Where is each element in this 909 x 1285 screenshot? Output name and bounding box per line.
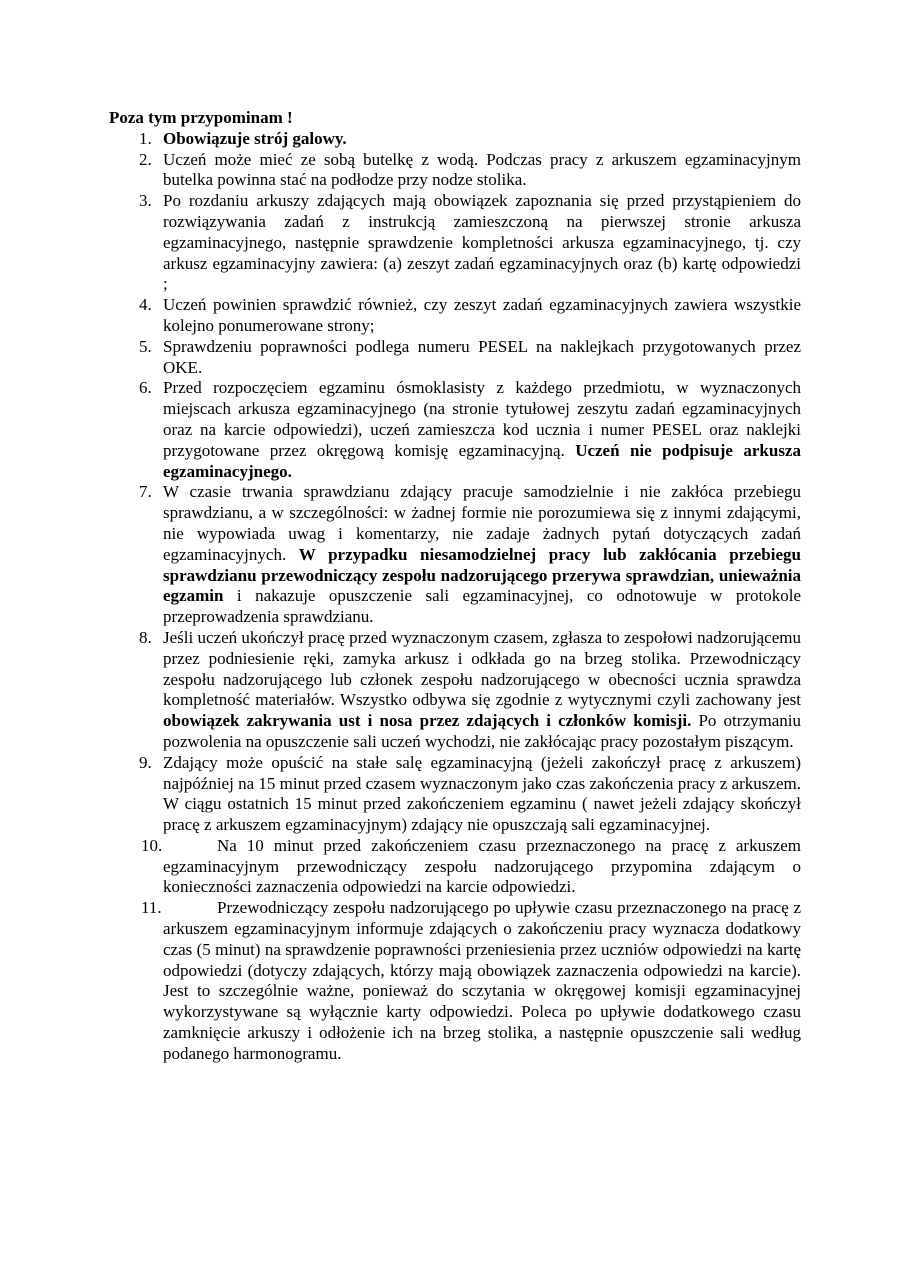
- rule-number: 8.: [139, 627, 152, 647]
- rule-text-bold: W przypadku niesamodzielnej pracy lub zakłócania przebiegu sprawdzianu przewodniczący zespołu nadzorującego przerywa sprawdzian, unieważnia egzamin: [163, 544, 801, 606]
- rule-text: W czasie trwania sprawdzianu zdający pracuje samodzielnie i nie zakłóca przebiegu sprawdzianu, a w szczególności: w żadnej formie nie porozumiewa się z innymi zdającymi, nie wypowiada uwag i komentarzy, nie zadaje żadnych pytań dotyczących zadań egzaminacyjnych.: [163, 482, 801, 564]
- rule-number: 2.: [139, 149, 152, 169]
- rule-item-9: [109, 753, 801, 836]
- rule-number: 11.: [141, 898, 162, 918]
- rule-item-6: [109, 378, 801, 482]
- rule-text-bold: Uczeń nie podpisuje arkusza egzaminacyjnego.: [163, 440, 801, 481]
- rule-number: 6.: [139, 378, 152, 398]
- document-body: [109, 108, 801, 1065]
- rule-item-1: [109, 129, 801, 150]
- rule-item-7: [109, 482, 801, 628]
- rule-item-5: [109, 337, 801, 379]
- document-heading: Poza tym przypominam !: [109, 108, 293, 127]
- rule-item-10: [109, 836, 801, 898]
- rule-text: Na 10 minut przed zakończeniem czasu przeznaczonego na pracę z arkuszem egzaminacyjnym przewodniczący zespołu nadzorującego przypomina zdającym o konieczności zaznaczenia odpowiedzi na karcie odpowiedzi.: [163, 835, 801, 897]
- rule-text: Przed rozpoczęciem egzaminu ósmoklasisty z każdego przedmiotu, w wyznaczonych miejscach arkusza egzaminacyjnego (na stronie tytułowej zeszytu zadań egzaminacyjnych oraz na karcie odpowiedzi), uczeń zamieszcza kod ucznia i numer PESEL oraz naklejki przygotowane przez okręgową komisję egzaminacyjną.: [163, 378, 801, 460]
- rule-item-4: [109, 295, 801, 337]
- rule-number: 5.: [139, 336, 152, 356]
- rule-text: Zdający może opuścić na stałe salę egzaminacyjną (jeżeli zakończył pracę z arkuszem) najpóźniej na 15 minut przed czasem wyznaczonym jako czas zakończenia pracy z arkuszem. W ciągu ostatnich 15 minut przed zakończeniem egzaminu ( nawet jeżeli zdający skończył pracę z arkuszem egzaminacyjnym) zdający nie opuszczają sali egzaminacyjnej.: [163, 752, 801, 835]
- rule-text: Uczeń może mieć ze sobą butelkę z wodą. Podczas pracy z arkuszem egzaminacyjnym butelka powinna stać na podłodze przy nodze stolika.: [163, 149, 801, 190]
- rule-number: 10.: [141, 835, 163, 855]
- rule-text: Jeśli uczeń ukończył pracę przed wyznaczonym czasem, zgłasza to zespołowi nadzorującemu przez podniesienie ręki, zamyka arkusz i odkłada go na brzeg stolika. Przewodniczący zespołu nadzorującego lub członek zespołu nadzorującego w obecności ucznia sprawdza kompletność materiałów. Wszystko odbywa się zgodnie z wytycznymi czyli zachowany jest: [163, 627, 801, 710]
- rules-list: [109, 129, 801, 1065]
- rule-item-3: [109, 191, 801, 295]
- rule-number: 4.: [139, 295, 152, 315]
- rule-number: 3.: [139, 191, 152, 211]
- rule-text: i nakazuje opuszczenie sali egzaminacyjnej, co odnotowuje w protokole przeprowadzenia sprawdzianu.: [163, 586, 801, 627]
- rule-text-bold: obowiązek zakrywania ust i nosa przez zdających i członków komisji.: [163, 711, 692, 731]
- rule-text: Po rozdaniu arkuszy zdających mają obowiązek zapoznania się przed przystąpieniem do rozwiązywania zadań z instrukcją zamieszczoną na pierwszej stronie arkusza egzaminacyjnego, następnie sprawdzenie kompletności arkusza egzaminacyjnego, tj. czy arkusz egzaminacyjny zawiera: (a) zeszyt zadań egzaminacyjnych oraz (b) kartę odpowiedzi ;: [163, 191, 801, 294]
- rule-item-8: [109, 628, 801, 753]
- rule-item-2: [109, 150, 801, 192]
- rule-number: 9.: [139, 752, 152, 772]
- rule-number: 1.: [139, 128, 152, 148]
- rule-item-11: [109, 898, 801, 1064]
- rule-text-bold: Obowiązuje strój galowy.: [163, 128, 347, 148]
- rule-text: Po otrzymaniu pozwolenia na opuszczenie sali uczeń wychodzi, nie zakłócając pracy pozostałym piszącym.: [163, 711, 801, 751]
- rule-number: 7.: [139, 482, 152, 502]
- rule-text: Sprawdzeniu poprawności podlega numeru PESEL na naklejkach przygotowanych przez OKE.: [163, 336, 801, 377]
- rule-text: Przewodniczący zespołu nadzorującego po upływie czasu przeznaczonego na pracę z arkuszem egzaminacyjnym informuje zdających o zakończeniu pracy wyznacza dodatkowy czas (5 minut) na sprawdzenie poprawności przeniesienia przez uczniów odpowiedzi na kartę odpowiedzi (dotyczy zdających, którzy mają obowiązek zaznaczenia odpowiedzi na karcie). Jest to szczególnie ważne, ponieważ do sczytania w okręgowej komisji egzaminacyjnej wykorzystywane są wyłącznie karty odpowiedzi. Poleca po upływie dodatkowego czasu zamknięcie arkuszy i odłożenie ich na brzeg stolika, a następnie opuszczenie sali według podanego harmonogramu.: [163, 898, 801, 1063]
- rule-text: Uczeń powinien sprawdzić również, czy zeszyt zadań egzaminacyjnych zawiera wszystkie kolejno ponumerowane strony;: [163, 295, 801, 335]
